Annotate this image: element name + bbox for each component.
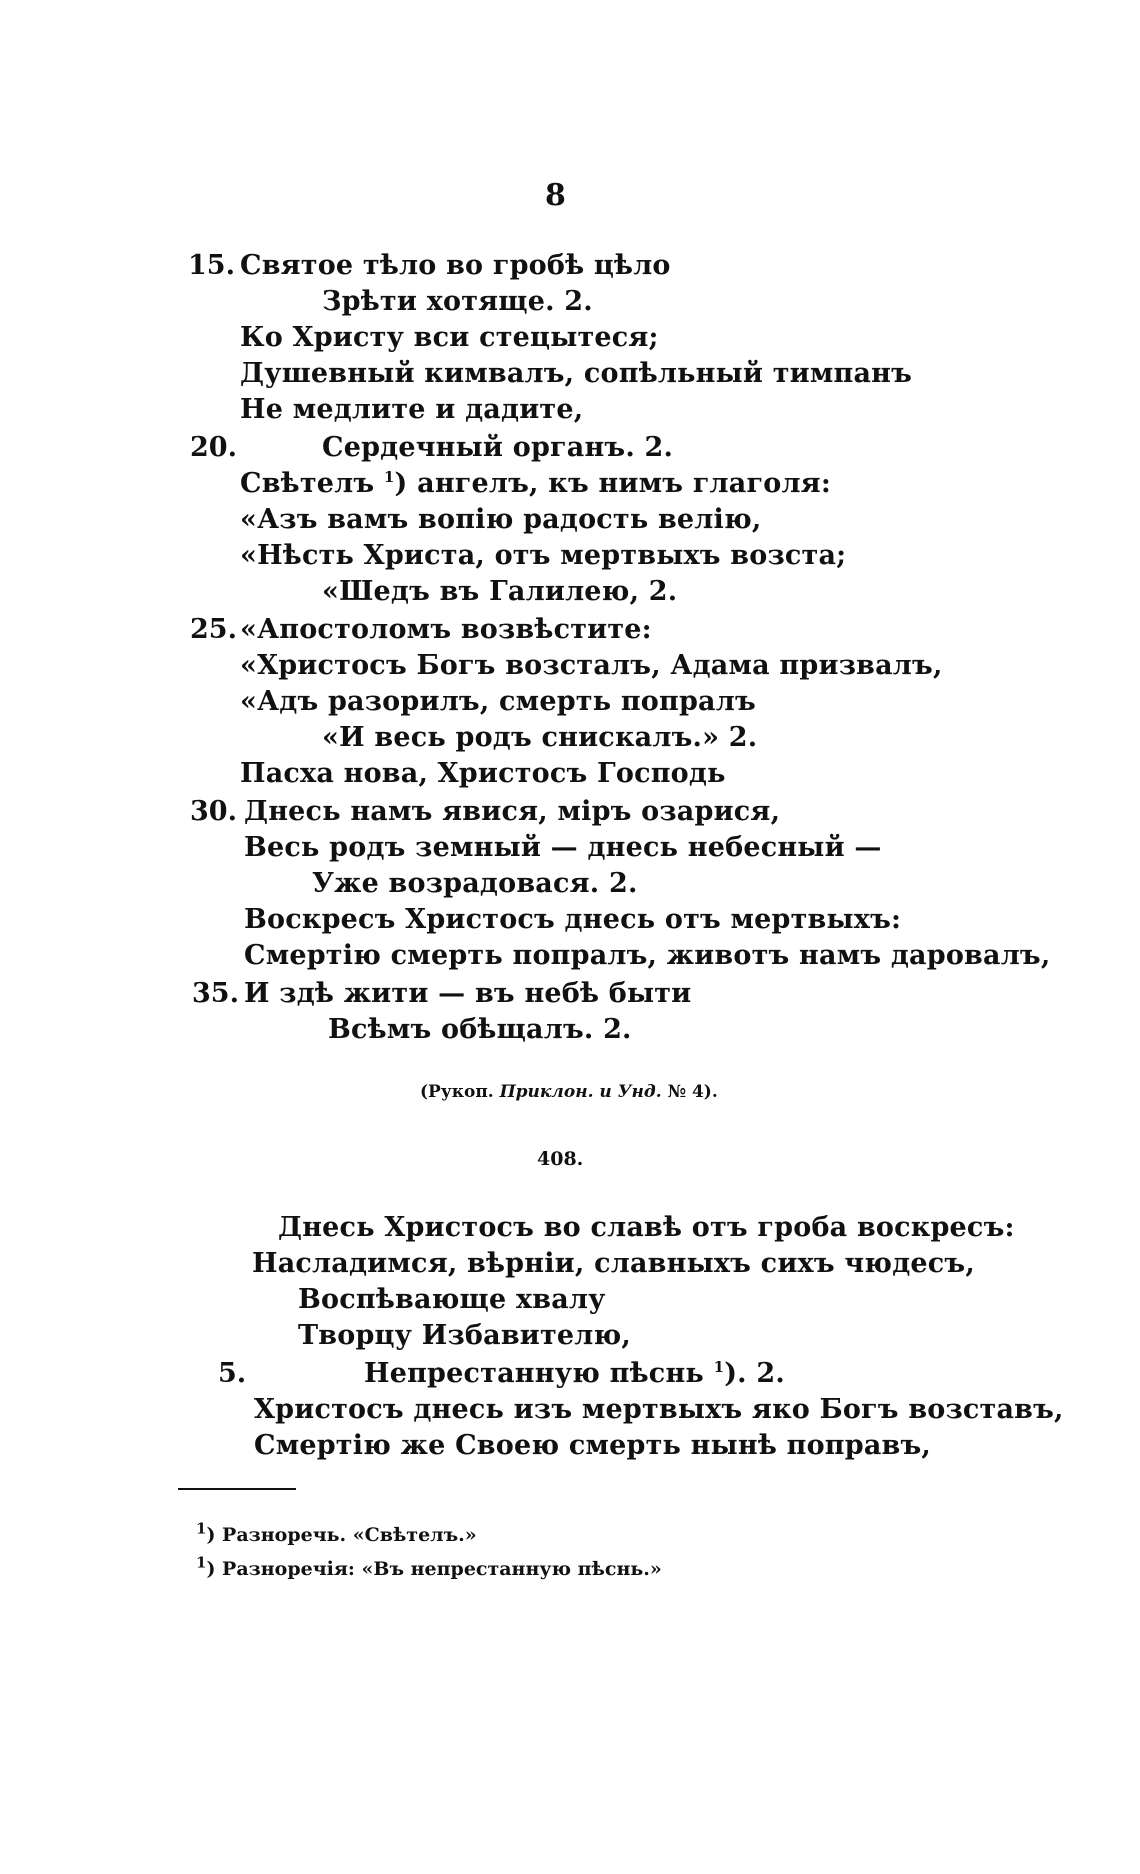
poem-line: «Шедъ въ Галилею, 2. xyxy=(322,576,678,607)
poem-line: «Адъ разорилъ, смерть попралъ xyxy=(240,686,756,717)
source-open: (Рукоп. xyxy=(420,1082,494,1102)
poem-line: И здѣ жити — въ небѣ быти xyxy=(244,978,692,1009)
line-number: 15. xyxy=(188,250,235,281)
poem-line: Смертію же Своею смерть нынѣ поправъ, xyxy=(254,1430,931,1461)
poem-line: Смертію смерть попралъ, животъ намъ даровалъ, xyxy=(244,940,1051,971)
footnote-ref[interactable]: 1 xyxy=(713,1358,725,1376)
footnote-ref[interactable]: 1 xyxy=(383,468,395,486)
footnote xyxy=(196,1553,662,1580)
source-citation xyxy=(420,1082,718,1102)
footnote-marker: 1 xyxy=(196,1553,207,1572)
poem-line-with-footnote xyxy=(364,1356,785,1392)
source-italic: Приклон. и Унд. xyxy=(499,1082,662,1102)
poem-line: Уже возрадовася. 2. xyxy=(312,868,638,899)
poem-line: «Христосъ Богъ возсталъ, Адама призвалъ, xyxy=(240,650,943,681)
poem-line: Творцу Избавителю, xyxy=(298,1320,632,1351)
poem-line: Не медлите и дадите, xyxy=(240,394,584,425)
poem-line-end: ) ангелъ, къ нимъ глаголя: xyxy=(394,468,831,499)
footnote-text: ) Разноречія: «Въ непрестанную пѣснь.» xyxy=(206,1558,662,1580)
poem-line: «И весь родъ снискалъ.» 2. xyxy=(322,722,758,753)
poem-line: Всѣмъ обѣщалъ. 2. xyxy=(328,1014,632,1045)
line-number: 35. xyxy=(192,978,239,1009)
poem-line: Днесь намъ явися, міръ озарися, xyxy=(244,796,781,827)
poem-line-end: ). 2. xyxy=(724,1358,785,1389)
line-number: 5. xyxy=(218,1358,247,1389)
poem-line-start: Непрестанную пѣснь xyxy=(364,1358,704,1389)
source-close: № 4). xyxy=(667,1082,718,1102)
footnote-marker: 1 xyxy=(196,1519,207,1538)
poem-line: Насладимся, вѣрніи, славныхъ сихъ чюдесъ, xyxy=(252,1248,975,1279)
footnote xyxy=(196,1519,477,1546)
hymn-number: 408. xyxy=(537,1148,584,1170)
footnote-text: ) Разноречь. «Свѣтелъ.» xyxy=(206,1524,477,1546)
footnote-divider xyxy=(178,1488,296,1490)
poem-line: Воспѣвающе хвалу xyxy=(298,1284,606,1315)
poem-line: Весь родъ земный — днесь небесный — xyxy=(244,832,882,863)
poem-line-start: Свѣтелъ xyxy=(240,468,375,499)
poem-line: Христосъ днесь изъ мертвыхъ яко Богъ возставъ, xyxy=(254,1394,1064,1425)
poem-line: Сердечный органъ. 2. xyxy=(322,432,674,463)
poem-line: «Нѣсть Христа, отъ мертвыхъ возста; xyxy=(240,540,847,571)
poem-line: Пасха нова, Христосъ Господь xyxy=(240,758,726,789)
poem-line: Зрѣти хотяще. 2. xyxy=(322,286,593,317)
poem-line: Днесь Христосъ во славѣ отъ гроба воскресъ: xyxy=(278,1212,1015,1243)
poem-line: «Азъ вамъ вопію радость велію, xyxy=(240,504,762,535)
line-number: 30. xyxy=(190,796,237,827)
poem-line-with-footnote xyxy=(240,466,831,502)
poem-line: Ко Христу вси стецытеся; xyxy=(240,322,659,353)
poem-line: «Апостоломъ возвѣстите: xyxy=(240,614,652,645)
poem-line: Святое тѣло во гробѣ цѣло xyxy=(240,250,671,281)
poem-line: Душевный кимвалъ, сопѣльный тимпанъ xyxy=(240,358,913,389)
line-number: 25. xyxy=(190,614,237,645)
poem-line: Воскресъ Христосъ днесь отъ мертвыхъ: xyxy=(244,904,902,935)
line-number: 20. xyxy=(190,432,237,463)
page-number: 8 xyxy=(545,178,566,213)
